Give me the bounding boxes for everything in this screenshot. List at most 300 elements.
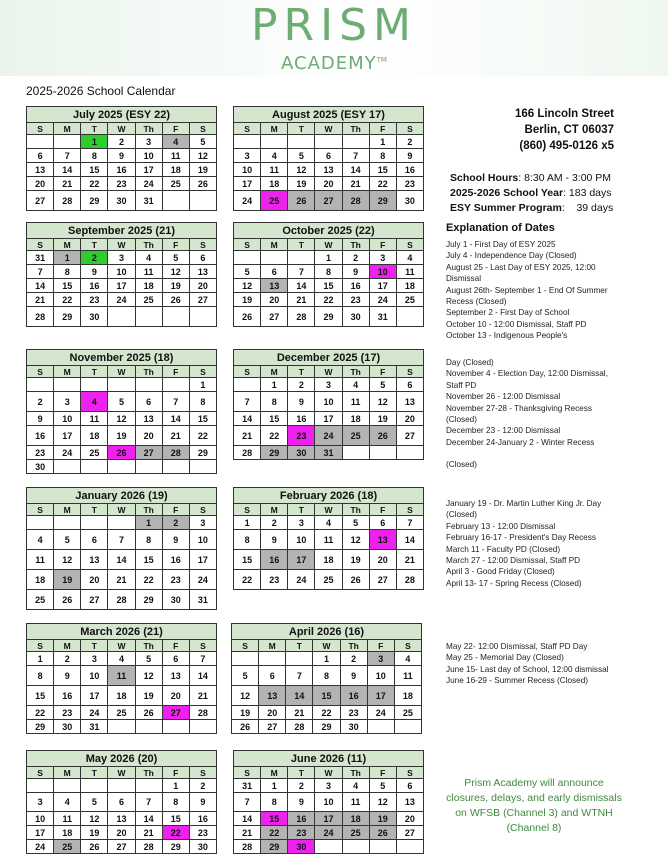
day-cell: 11 (162, 149, 189, 163)
month-title: November 2025 (18) (27, 350, 217, 366)
week-row (27, 191, 217, 211)
day-cell: 20 (81, 570, 108, 590)
day-cell: 8 (234, 530, 261, 550)
day-cell: 10 (288, 530, 315, 550)
day-cell: 5 (234, 265, 261, 279)
day-cell: 8 (261, 392, 288, 412)
day-cell (234, 378, 261, 392)
day-cell: 2 (288, 779, 315, 793)
week-row (234, 163, 424, 177)
day-cell: 24 (189, 570, 216, 590)
day-cell: 1 (54, 251, 81, 265)
week-row (27, 412, 217, 426)
day-of-week-header: Th (342, 767, 369, 779)
week-row (27, 812, 217, 826)
day-cell: 19 (189, 163, 216, 177)
day-cell: 23 (189, 826, 216, 840)
day-cell: 12 (369, 392, 396, 412)
date-note: June 15- Last day of School, 12:00 dismissal (446, 664, 609, 674)
day-of-week-header: F (369, 123, 396, 135)
day-cell: 19 (81, 826, 108, 840)
day-of-week-header: S (27, 239, 54, 251)
day-of-week-header: Th (135, 767, 162, 779)
day-cell: 26 (81, 840, 108, 854)
day-cell: 5 (288, 149, 315, 163)
day-of-week-header: F (369, 239, 396, 251)
day-cell: 14 (162, 412, 189, 426)
day-cell: 20 (135, 426, 162, 446)
day-of-week-header: M (261, 123, 288, 135)
day-cell: 25 (108, 706, 135, 720)
day-cell: 19 (369, 412, 396, 426)
day-cell: 10 (81, 666, 108, 686)
day-cell: 21 (234, 426, 261, 446)
day-of-week-header: M (261, 366, 288, 378)
week-row (234, 570, 424, 590)
address-phone: (860) 495-0126 x5 (519, 140, 614, 152)
day-cell: 14 (342, 163, 369, 177)
day-of-week-header: Th (342, 504, 369, 516)
day-cell: 2 (54, 652, 81, 666)
month-calendar-december (233, 349, 424, 460)
day-of-week-header: S (189, 504, 216, 516)
day-cell: 22 (261, 826, 288, 840)
week-row (234, 251, 424, 265)
day-of-week-header: F (162, 366, 189, 378)
day-cell: 17 (315, 812, 342, 826)
day-cell: 7 (288, 265, 315, 279)
day-cell (315, 135, 342, 149)
date-note: April 13- 17 - Spring Recess (Closed) (446, 578, 582, 588)
day-cell: 8 (369, 149, 396, 163)
day-cell (369, 446, 396, 460)
week-row (27, 570, 217, 590)
day-cell: 23 (108, 177, 135, 191)
day-cell: 11 (342, 793, 369, 812)
day-cell: 6 (162, 652, 189, 666)
day-cell (234, 251, 261, 265)
day-cell (162, 378, 189, 392)
day-cell: 29 (189, 446, 216, 460)
day-cell: 22 (261, 426, 288, 446)
day-cell: 26 (369, 826, 396, 840)
month-title: January 2026 (19) (27, 488, 217, 504)
day-of-week-header: S (396, 123, 423, 135)
day-cell: 24 (288, 570, 315, 590)
day-cell: 25 (135, 293, 162, 307)
day-cell: 24 (315, 826, 342, 840)
day-cell: 27 (259, 720, 286, 734)
day-cell: 6 (396, 779, 423, 793)
day-cell: 25 (342, 826, 369, 840)
day-of-week-header: T (288, 366, 315, 378)
day-cell: 23 (27, 446, 54, 460)
week-row (234, 412, 424, 426)
day-cell: 15 (234, 550, 261, 570)
day-cell (367, 720, 394, 734)
date-note: July 4 - Independence Day (Closed) (446, 251, 577, 261)
day-cell: 7 (286, 666, 313, 686)
day-cell: 3 (108, 251, 135, 265)
notes-group-2b (446, 459, 616, 470)
day-of-week-header: W (315, 366, 342, 378)
day-cell: 13 (315, 163, 342, 177)
day-cell: 27 (27, 191, 54, 211)
address-city: Berlin, CT 06037 (524, 124, 614, 136)
day-cell: 13 (261, 279, 288, 293)
week-row (232, 720, 422, 734)
date-note: May 25 - Memorial Day (Closed) (446, 653, 564, 663)
day-cell: 31 (189, 590, 216, 610)
day-of-week-header: Th (135, 366, 162, 378)
day-cell: 14 (54, 163, 81, 177)
day-of-week-header: Th (135, 123, 162, 135)
day-cell: 11 (261, 163, 288, 177)
day-cell: 25 (81, 446, 108, 460)
day-cell: 17 (54, 426, 81, 446)
week-row (27, 251, 217, 265)
week-row (27, 293, 217, 307)
day-cell: 13 (81, 550, 108, 570)
day-cell: 21 (108, 570, 135, 590)
day-of-week-header: W (315, 123, 342, 135)
month-calendar-july (26, 106, 217, 211)
day-of-week-header: S (27, 640, 54, 652)
day-cell (342, 446, 369, 460)
day-cell: 24 (234, 191, 261, 211)
day-cell: 17 (108, 279, 135, 293)
day-cell: 14 (189, 666, 216, 686)
date-note: December 23 - 12:00 Dismissal (446, 426, 561, 436)
day-cell: 4 (135, 251, 162, 265)
day-cell: 18 (108, 686, 135, 706)
day-of-week-header: M (54, 504, 81, 516)
week-row (232, 686, 422, 706)
day-cell: 24 (369, 293, 396, 307)
day-cell: 29 (27, 720, 54, 734)
day-cell: 30 (27, 460, 54, 474)
day-cell: 7 (234, 793, 261, 812)
day-cell: 17 (27, 826, 54, 840)
day-cell: 21 (27, 293, 54, 307)
day-of-week-header: S (27, 504, 54, 516)
day-cell: 10 (189, 530, 216, 550)
day-cell: 28 (54, 191, 81, 211)
week-row (234, 135, 424, 149)
day-cell: 8 (54, 265, 81, 279)
week-row (27, 392, 217, 412)
week-row (232, 706, 422, 720)
day-cell: 17 (369, 279, 396, 293)
day-of-week-header: S (234, 366, 261, 378)
day-cell: 18 (162, 163, 189, 177)
day-cell: 17 (367, 686, 394, 706)
day-of-week-header: F (162, 504, 189, 516)
day-cell: 16 (342, 279, 369, 293)
day-cell: 23 (162, 570, 189, 590)
day-of-week-header: S (396, 239, 423, 251)
week-row (27, 516, 217, 530)
day-cell (54, 779, 81, 793)
day-cell: 3 (288, 516, 315, 530)
day-cell: 13 (396, 392, 423, 412)
day-cell: 22 (189, 426, 216, 446)
day-cell (135, 720, 162, 734)
day-cell: 10 (135, 149, 162, 163)
day-cell: 10 (27, 812, 54, 826)
day-of-week-header: F (162, 640, 189, 652)
day-cell: 29 (135, 590, 162, 610)
day-cell: 23 (261, 570, 288, 590)
day-cell: 6 (81, 530, 108, 550)
day-of-week-header: W (315, 239, 342, 251)
day-of-week-header: Th (135, 239, 162, 251)
day-cell: 18 (81, 426, 108, 446)
day-cell: 31 (369, 307, 396, 327)
day-cell: 21 (286, 706, 313, 720)
day-cell: 28 (162, 446, 189, 460)
day-cell: 5 (135, 652, 162, 666)
day-cell: 21 (234, 826, 261, 840)
day-cell: 22 (369, 177, 396, 191)
day-cell: 2 (261, 516, 288, 530)
day-cell: 5 (189, 135, 216, 149)
day-cell: 25 (162, 177, 189, 191)
day-cell: 4 (108, 652, 135, 666)
day-cell: 6 (315, 149, 342, 163)
day-cell: 28 (396, 570, 423, 590)
day-cell: 22 (162, 826, 189, 840)
day-cell (342, 135, 369, 149)
day-cell: 8 (315, 265, 342, 279)
day-cell: 27 (369, 570, 396, 590)
day-cell: 11 (135, 265, 162, 279)
day-of-week-header: Th (340, 640, 367, 652)
day-of-week-header: S (189, 767, 216, 779)
week-row (27, 460, 217, 474)
day-cell: 7 (162, 392, 189, 412)
day-cell: 27 (162, 706, 189, 720)
day-cell: 27 (81, 590, 108, 610)
day-cell (135, 378, 162, 392)
day-cell: 10 (234, 163, 261, 177)
day-of-week-header: S (396, 366, 423, 378)
day-of-week-header: S (234, 123, 261, 135)
date-note: September 2 - First Day of School (446, 308, 570, 318)
week-row (27, 590, 217, 610)
day-cell: 18 (342, 812, 369, 826)
notes-group-1 (446, 239, 616, 342)
day-cell: 12 (232, 686, 259, 706)
day-cell: 31 (27, 251, 54, 265)
day-cell: 3 (27, 793, 54, 812)
day-cell (189, 191, 216, 211)
day-cell: 22 (313, 706, 340, 720)
day-cell: 14 (396, 530, 423, 550)
day-cell: 28 (234, 840, 261, 854)
week-row (27, 307, 217, 327)
day-cell: 9 (189, 793, 216, 812)
day-cell: 5 (81, 793, 108, 812)
day-cell (108, 779, 135, 793)
day-cell: 12 (189, 149, 216, 163)
week-row (27, 279, 217, 293)
month-calendar-september (26, 222, 217, 327)
day-of-week-header: T (81, 123, 108, 135)
day-of-week-header: F (369, 504, 396, 516)
day-cell: 23 (288, 426, 315, 446)
day-of-week-header: W (108, 504, 135, 516)
day-cell: 3 (81, 652, 108, 666)
day-cell (261, 251, 288, 265)
week-row (234, 265, 424, 279)
day-cell: 4 (27, 530, 54, 550)
day-cell: 6 (135, 392, 162, 412)
day-of-week-header: F (369, 767, 396, 779)
day-cell: 28 (189, 706, 216, 720)
date-note: February 13 - 12:00 Dismissal (446, 521, 556, 531)
day-cell: 13 (396, 793, 423, 812)
day-of-week-header: Th (135, 504, 162, 516)
month-title: May 2026 (20) (27, 751, 217, 767)
day-cell: 15 (313, 686, 340, 706)
month-calendar-august (233, 106, 424, 211)
week-row (234, 307, 424, 327)
day-cell: 17 (288, 550, 315, 570)
day-cell (232, 652, 259, 666)
date-note: November 27-28 - Thanksgiving Recess (Closed) (446, 403, 592, 425)
day-cell: 29 (313, 720, 340, 734)
week-row (27, 779, 217, 793)
day-cell: 6 (261, 265, 288, 279)
day-cell (396, 307, 423, 327)
day-cell: 1 (234, 516, 261, 530)
day-cell: 3 (54, 392, 81, 412)
week-row (27, 706, 217, 720)
day-cell (286, 652, 313, 666)
month-calendar-march (26, 623, 217, 734)
date-note: October 13 - Indigenous People's (446, 331, 568, 341)
week-row (27, 686, 217, 706)
week-row (234, 392, 424, 412)
day-cell (396, 840, 423, 854)
day-cell: 18 (54, 826, 81, 840)
day-cell: 1 (261, 378, 288, 392)
day-cell: 24 (27, 840, 54, 854)
day-cell: 4 (342, 779, 369, 793)
day-cell: 8 (135, 530, 162, 550)
week-row (27, 550, 217, 570)
day-of-week-header: W (108, 640, 135, 652)
day-cell: 2 (81, 251, 108, 265)
month-calendar-october (233, 222, 424, 327)
date-note: March 11 - Faculty PD (Closed) (446, 544, 561, 554)
date-note: January 19 - Dr. Martin Luther King Jr. Day (Closed) (446, 499, 602, 520)
day-cell: 13 (162, 666, 189, 686)
week-row (27, 177, 217, 191)
day-of-week-header: Th (135, 640, 162, 652)
day-cell (81, 460, 108, 474)
day-cell (369, 840, 396, 854)
day-cell: 9 (81, 265, 108, 279)
day-of-week-header: S (189, 366, 216, 378)
day-cell: 7 (396, 516, 423, 530)
date-note: October 10 - 12:00 Dismissal, Staff PD (446, 319, 587, 329)
day-cell: 29 (369, 191, 396, 211)
date-note: August 26th- September 1 - End Of Summer Recess (Closed) (446, 285, 608, 307)
day-cell: 30 (288, 446, 315, 460)
day-cell: 19 (162, 279, 189, 293)
day-cell: 20 (369, 550, 396, 570)
day-cell: 18 (342, 412, 369, 426)
day-cell: 2 (162, 516, 189, 530)
date-note: May 22- 12:00 Dismissal, Staff PD Day (446, 642, 588, 651)
notes-group-2 (446, 357, 616, 448)
day-cell: 19 (232, 706, 259, 720)
day-cell: 4 (394, 652, 421, 666)
day-cell: 2 (396, 135, 423, 149)
day-cell: 22 (234, 570, 261, 590)
day-cell (189, 307, 216, 327)
day-cell: 13 (189, 265, 216, 279)
day-cell: 11 (81, 412, 108, 426)
week-row (27, 446, 217, 460)
day-cell (135, 307, 162, 327)
day-cell (288, 135, 315, 149)
day-of-week-header: M (54, 239, 81, 251)
day-cell (135, 779, 162, 793)
day-cell: 4 (342, 378, 369, 392)
day-cell: 26 (234, 307, 261, 327)
day-cell: 7 (108, 530, 135, 550)
day-cell: 13 (369, 530, 396, 550)
day-cell: 3 (135, 135, 162, 149)
day-cell: 3 (369, 251, 396, 265)
day-cell: 26 (232, 720, 259, 734)
day-cell: 12 (108, 412, 135, 426)
day-cell (162, 191, 189, 211)
day-cell: 12 (288, 163, 315, 177)
day-cell: 24 (81, 706, 108, 720)
day-cell: 21 (342, 177, 369, 191)
day-cell: 29 (81, 191, 108, 211)
week-row (234, 812, 424, 826)
day-cell: 7 (234, 392, 261, 412)
day-cell: 17 (135, 163, 162, 177)
day-cell: 18 (135, 279, 162, 293)
day-cell (315, 840, 342, 854)
school-hours-block (450, 171, 614, 216)
day-cell: 30 (108, 191, 135, 211)
week-row (234, 516, 424, 530)
day-cell: 3 (189, 516, 216, 530)
day-cell: 24 (54, 446, 81, 460)
week-row (234, 793, 424, 812)
day-cell: 22 (81, 177, 108, 191)
day-cell: 2 (108, 135, 135, 149)
day-cell: 15 (369, 163, 396, 177)
day-cell: 30 (340, 720, 367, 734)
week-row (27, 720, 217, 734)
day-cell: 23 (342, 293, 369, 307)
day-cell (108, 307, 135, 327)
day-cell: 11 (396, 265, 423, 279)
day-cell: 15 (315, 279, 342, 293)
day-cell: 11 (315, 530, 342, 550)
day-cell: 9 (54, 666, 81, 686)
day-cell: 18 (261, 177, 288, 191)
day-cell: 22 (54, 293, 81, 307)
